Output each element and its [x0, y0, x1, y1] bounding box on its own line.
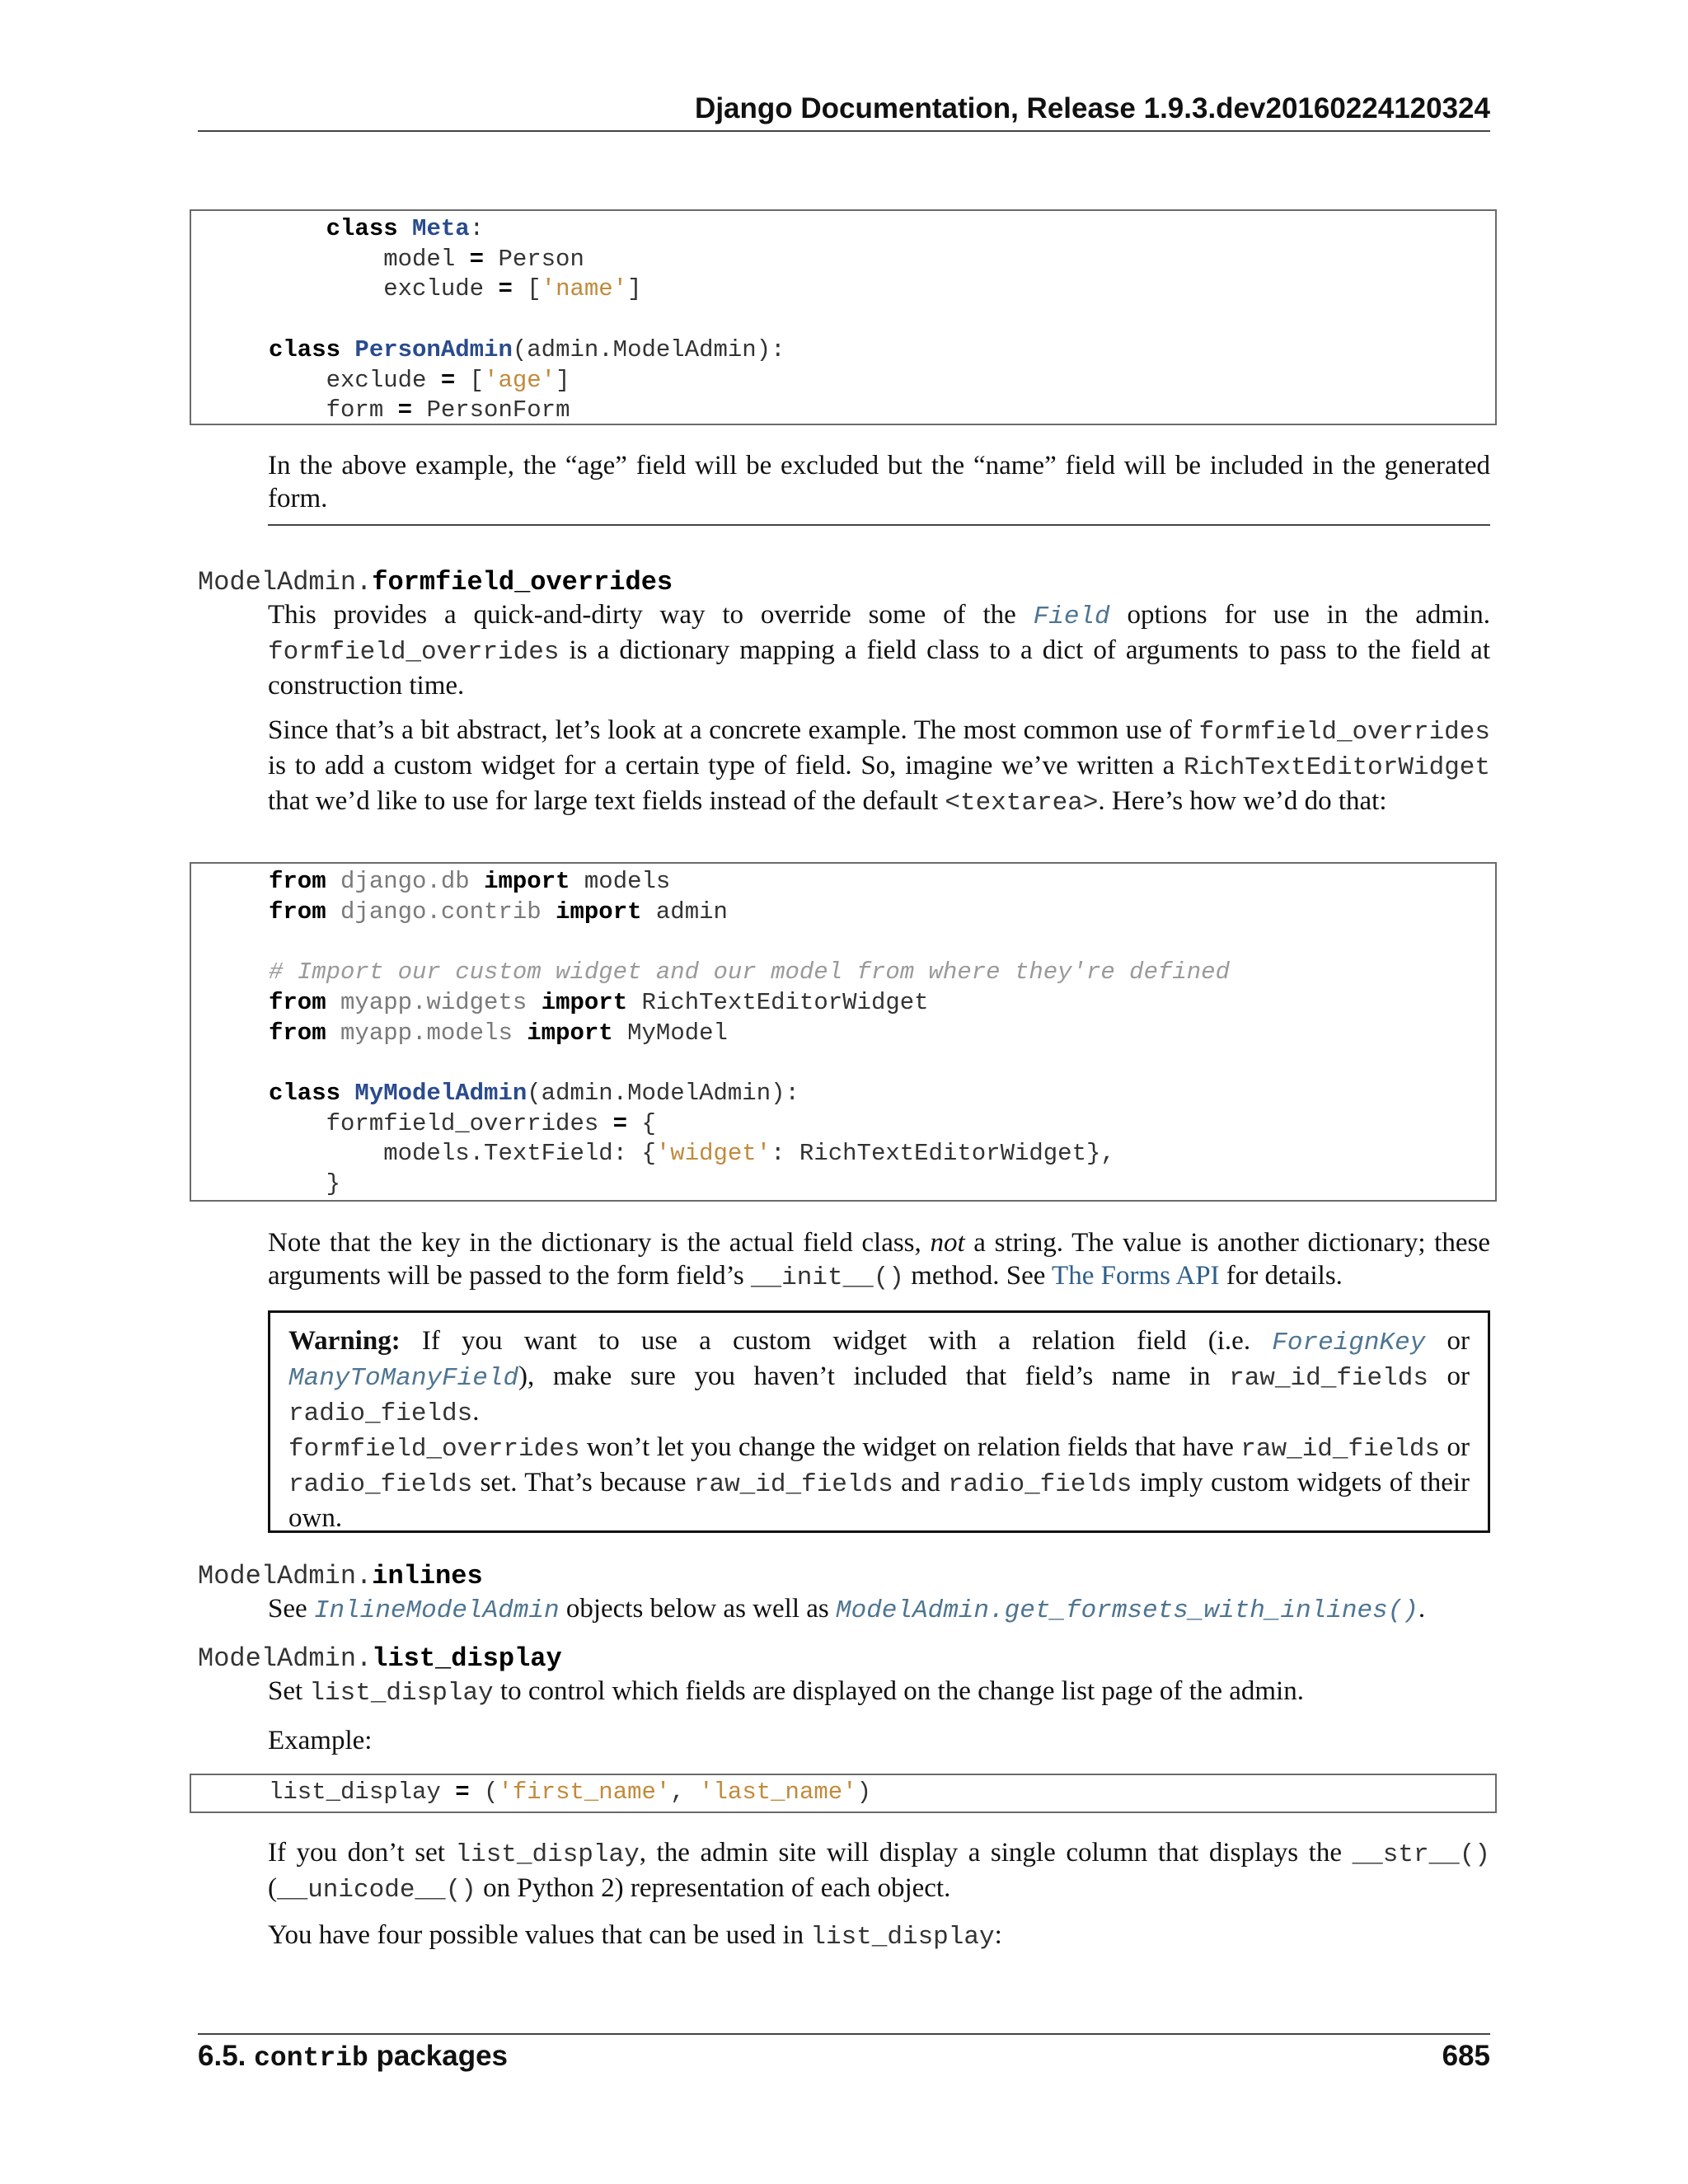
get-formsets-with-inlines-link[interactable]: ModelAdmin.get_formsets_with_inlines() [835, 1596, 1418, 1625]
code-line: } [269, 1170, 341, 1198]
inlinemodeladmin-link[interactable]: InlineModelAdmin [313, 1596, 560, 1625]
code-line: from django.db import models [269, 868, 671, 895]
exclude-note-paragraph: In the above example, the “age” field will be excluded but the “name” field will be included in the generated form. [268, 451, 1490, 513]
warning-paragraph-2: formfield_overrides won’t let you change the widget on relation fields that have raw_id_fields or radio_fields set. That’s because raw_id_fields and radio_fields imply custom widgets of their own. [288, 1432, 1470, 1533]
footer-divider [198, 2033, 1490, 2035]
code-line: from django.contrib import admin [269, 898, 728, 926]
page-number: 685 [1442, 2040, 1490, 2072]
warning-paragraph-1: Warning: If you want to use a custom widget with a relation field (i.e. ForeignKey or ManyToManyField), make sure you haven’t included that field’s name in raw_id_fields or radio_fields. [288, 1326, 1470, 1428]
definition-term-formfield-overrides: ModelAdmin.formfield_overrides [198, 567, 673, 598]
code-line: class Meta: [326, 215, 485, 242]
code-line: class PersonAdmin(admin.ModelAdmin): [269, 335, 785, 363]
inlines-description: See InlineModelAdmin objects below as well as ModelAdmin.get_formsets_with_inlines(). [268, 1594, 1426, 1625]
warning-box [268, 1310, 1490, 1533]
formfield-overrides-example-intro: Since that’s a bit abstract, let’s look at a concrete example. The most common use of formfield_overrides is to add a custom widget for a certain type of field. So, imagine we’ve written a RichTextEditorWidget that we’d like to use for large text fields instead of the default <textarea>. Here’s how we’d do that: [268, 715, 1490, 818]
code-comment: # Import our custom widget and our model from where they're defined [269, 958, 1230, 987]
code-line: form = PersonForm [269, 396, 570, 424]
manytomanyfield-link[interactable]: ManyToManyField [288, 1364, 519, 1393]
code-line: from myapp.widgets import RichTextEditorWidget [269, 988, 929, 1016]
footer-section-title: 6.5. contrib packages [198, 2040, 509, 2074]
list-display-values-intro: You have four possible values that can be used in list_display: [268, 1920, 1002, 1952]
code-line: class MyModelAdmin(admin.ModelAdmin): [269, 1079, 799, 1107]
code-block-person-admin [190, 209, 1497, 425]
definition-term-inlines: ModelAdmin.inlines [198, 1561, 483, 1591]
foreignkey-link[interactable]: ForeignKey [1272, 1329, 1426, 1357]
code-line: exclude = ['age'] [269, 366, 570, 394]
code-line: from myapp.models import MyModel [269, 1019, 728, 1047]
warning-label: Warning: [288, 1326, 401, 1356]
code-line: formfield_overrides = { [269, 1109, 656, 1137]
code-block-list-display [190, 1774, 1497, 1813]
code-line: list_display = ('first_name', 'last_name') [269, 1779, 871, 1806]
forms-api-link[interactable]: The Forms API [1052, 1261, 1220, 1291]
example-label: Example: [268, 1726, 373, 1755]
code-block-formfield-overrides [190, 862, 1497, 1202]
code-line: models.TextField: {'widget': RichTextEditorWidget}, [269, 1140, 1115, 1168]
definition-term-list-display: ModelAdmin.list_display [198, 1643, 562, 1674]
field-link[interactable]: Field [1033, 602, 1110, 631]
page-header-title: Django Documentation, Release 1.9.3.dev20160224120324 [695, 92, 1490, 124]
code-line: model = Person [269, 245, 584, 273]
list-display-default-note: If you don’t set list_display, the admin site will display a single column that displays the __str__() (__unicode__() on Python 2) representation of each object. [268, 1838, 1490, 1905]
list-display-description: Set list_display to control which fields are displayed on the change list page of the admin. [268, 1676, 1304, 1708]
section-divider [268, 524, 1490, 526]
formfield-overrides-description: This provides a quick-and-dirty way to override some of the Field options for use in the admin. formfield_overrides is a dictionary mapping a field class to a dict of arguments to pass to the field at construction time. [268, 600, 1491, 701]
code-line: exclude = ['name'] [269, 275, 642, 303]
field-class-note: Note that the key in the dictionary is the actual field class, not a string. The value is another dictionary; these arguments will be passed to the form field’s __init__() method. See The Forms API for details. [268, 1228, 1490, 1292]
header-divider [198, 130, 1490, 132]
